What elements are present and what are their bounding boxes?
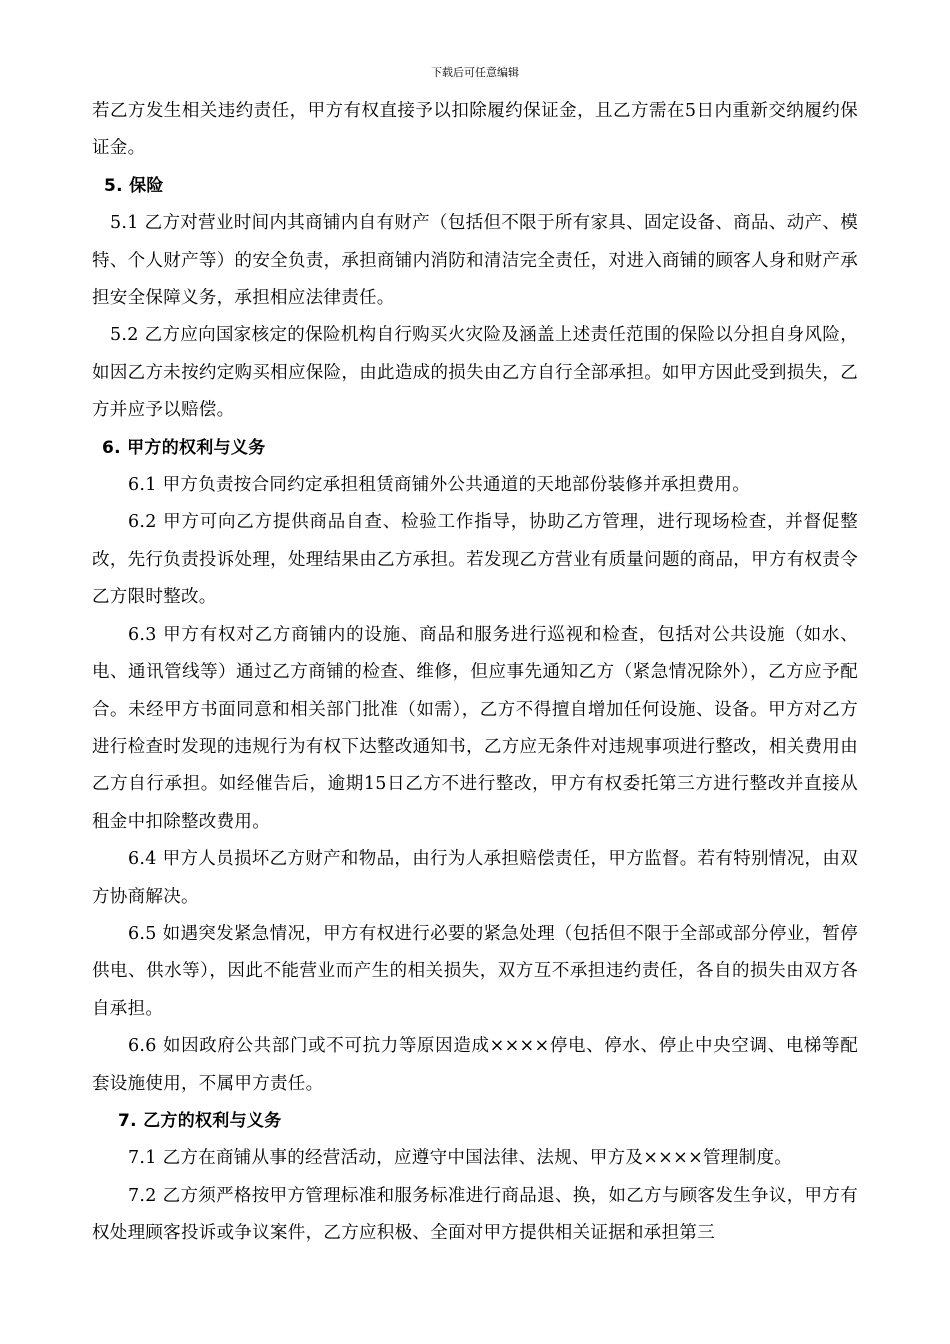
section-heading-6: 6. 甲方的权利与义务 [102,437,266,458]
clause-6-5: 6.5 如遇突发紧急情况，甲方有权进行必要的紧急处理（包括但不限于全部或部分停业，暂停供电、供水等），因此不能营业而产生的相关损失，双方互不承担违约责任，各自的损失由双方各自承担。 [92,923,858,1019]
clause-7-2: 7.2 乙方须严格按甲方管理标准和服务标准进行商品退、换，如乙方与顾客发生争议，甲方有权处理顾客投诉或争议案件，乙方应积极、全面对甲方提供相关证据和承担第三 [92,1185,858,1244]
paragraph-deposit: 若乙方发生相关违约责任，甲方有权直接予以扣除履约保证金，且乙方需在5日内重新交纳履约保证金。 [92,101,858,159]
clause-6-2: 6.2 甲方可向乙方提供商品自查、检验工作指导，协助乙方管理，进行现场检查，并督促整改，先行负责投诉处理，处理结果由乙方承担。若发现乙方营业有质量问题的商品，甲方有权责令乙方限时整改。 [92,512,858,608]
clause-6-6: 6.6 如因政府公共部门或不可抗力等原因造成××××停电、停水、停止中央空调、电梯等配套设施使用，不属甲方责任。 [92,1036,858,1094]
clause-6-1: 6.1 甲方负责按合同约定承担租赁商铺外公共通道的天地部份装修并承担费用。 [128,475,750,496]
clause-6-4: 6.4 甲方人员损坏乙方财产和物品，由行为人承担赔偿责任，甲方监督。若有特别情况，由双方协商解决。 [92,849,858,907]
section-heading-5: 5. 保险 [104,175,164,196]
section-heading-7: 7. 乙方的权利与义务 [118,1110,282,1131]
clause-5-2: 5.2 乙方应向国家核定的保险机构自行购买火灾险及涵盖上述责任范围的保险以分担自身风险，如因乙方未按约定购买相应保险，由此造成的损失由乙方自行全部承担。如甲方因此受到损失，乙方并应予以赔偿。 [92,325,858,421]
document-body [92,93,858,1253]
page-header: 下载后可任意编辑 [431,66,519,79]
clause-6-3: 6.3 甲方有权对乙方商铺内的设施、商品和服务进行巡视和检查，包括对公共设施（如水、电、通讯管线等）通过乙方商铺的检查、维修，但应事先通知乙方（紧急情况除外），乙方应予配合。未经甲方书面同意和相关部门批准（如需），乙方不得擅自增加任何设施、设备。甲方对乙方进行检查时发现的违规行为有权下达整改通知书，乙方应无条件对违规事项进行整改，相关费用由乙方自行承担。如经催告后，逾期15日乙方不进行整改，甲方有权委托第三方进行整改并直接从租金中扣除整改费用。 [92,624,858,832]
clause-7-1: 7.1 乙方在商铺从事的经营活动，应遵守中国法律、法规、甲方及××××管理制度。 [128,1148,793,1169]
clause-5-1: 5.1 乙方对营业时间内其商铺内自有财产（包括但不限于所有家具、固定设备、商品、动产、模特、个人财产等）的安全负责，承担商铺内消防和清洁完全责任，对进入商铺的顾客人身和财产承担安全保障义务，承担相应法律责任。 [92,213,858,309]
